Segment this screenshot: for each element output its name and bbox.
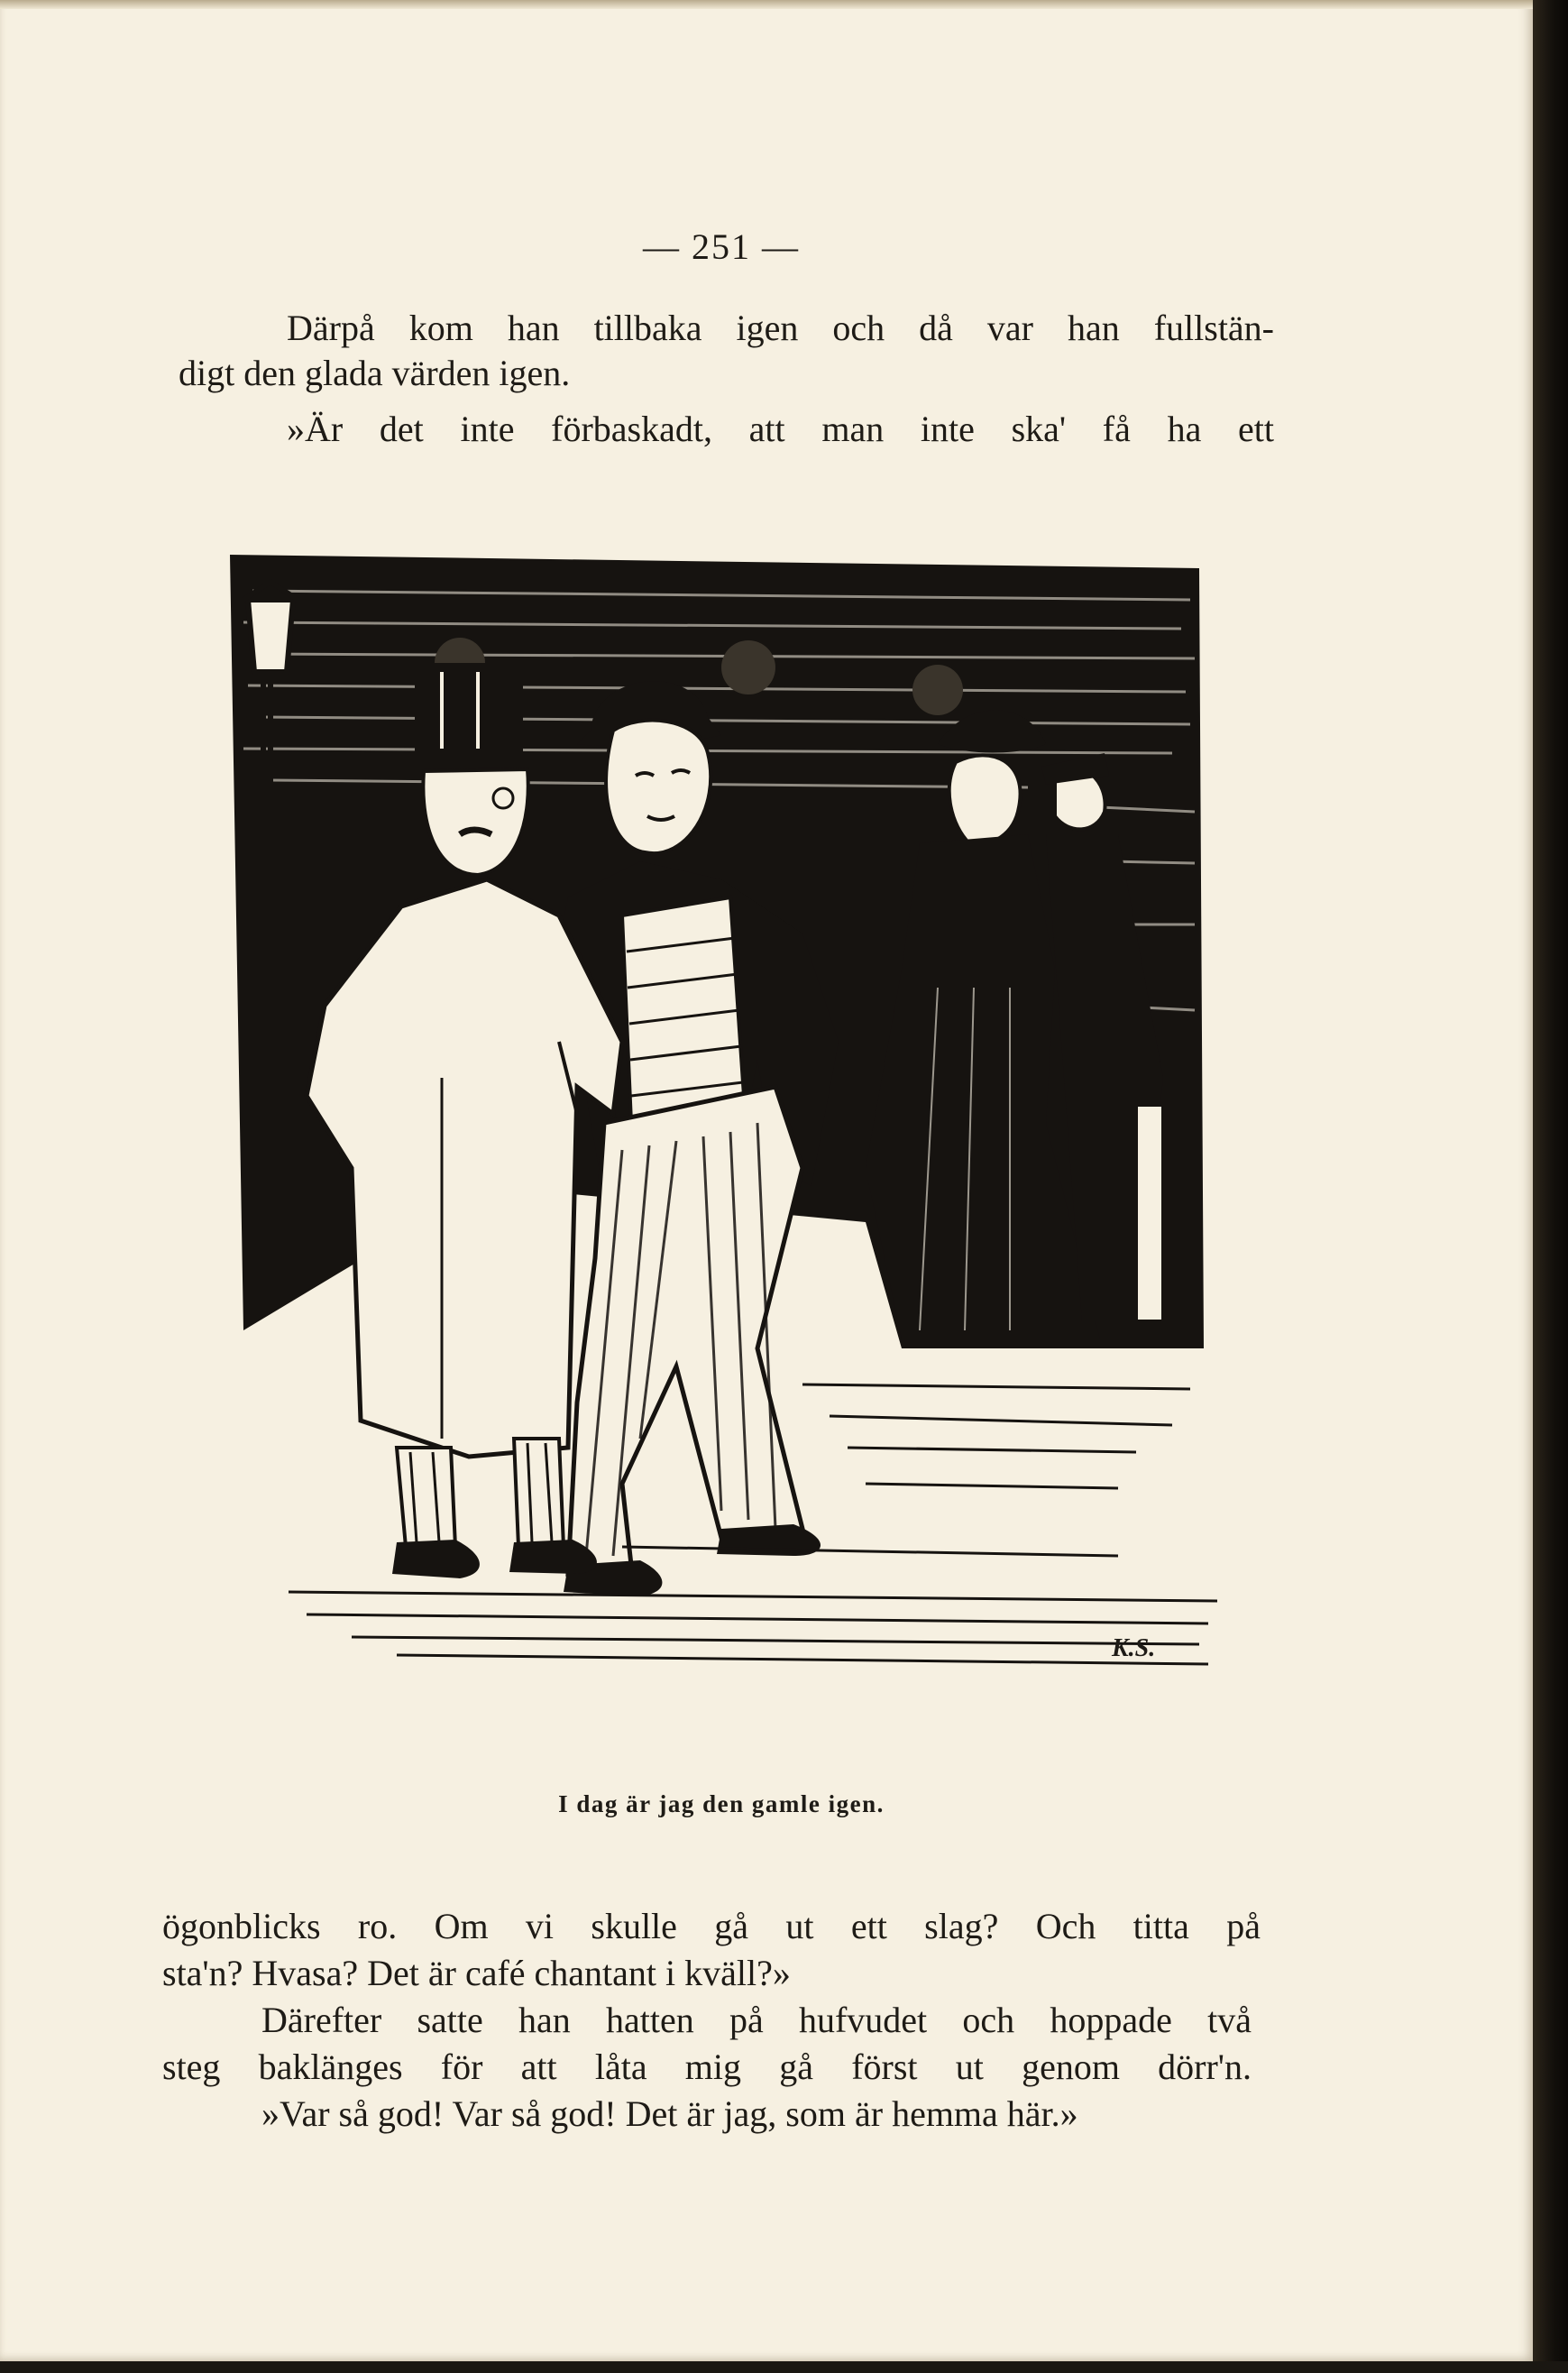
text-line-5: sta'n? Hvasa? Det är café chantant i kväll?» [162,1953,791,1993]
page-top-edge [0,0,1533,9]
text-line-1: Därpå kom han tillbaka igen och då var han fullstän- [287,308,1274,348]
page-bottom-edge [0,2361,1568,2373]
book-spine-edge [1533,0,1568,2373]
page-number: — 251 — [643,226,800,267]
text-line-2: digt den glada värden igen. [179,353,571,393]
text-line-8: »Var så god! Var så god! Det är jag, som är hemma här.» [261,2093,1078,2134]
artist-signature: K.S. [1112,1634,1156,1662]
text-line-3: »Är det inte förbaskadt, att man inte ska' få ha ett [287,409,1274,449]
street-scene-illustration [216,537,1253,1759]
text-line-6: Därefter satte han hatten på hufvudet och hoppade två [261,2000,1252,2040]
text-line-7: steg baklänges för att låta mig gå först ut genom dörr'n. [162,2046,1252,2087]
illustration-caption: I dag är jag den gamle igen. [558,1790,885,1817]
text-line-4: ögonblicks ro. Om vi skulle gå ut ett slag? Och titta på [162,1906,1261,1946]
